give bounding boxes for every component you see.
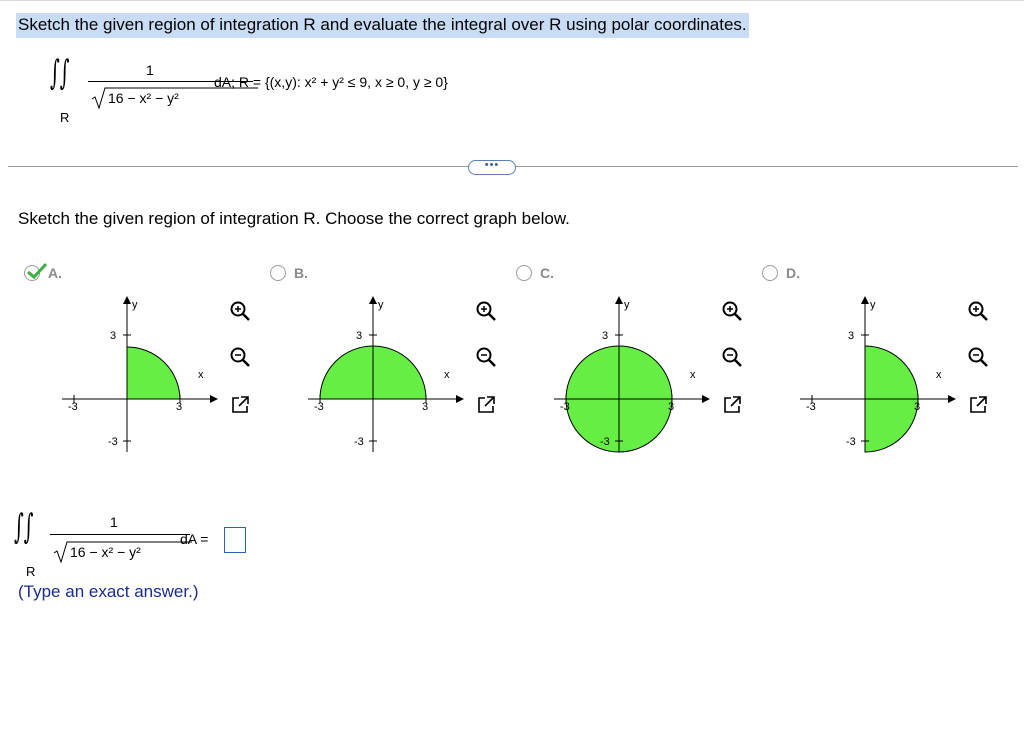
- part1-prompt: Sketch the given region of integration R. Choose the correct graph below.: [18, 209, 570, 228]
- option-a-zoom-in-icon[interactable]: [228, 299, 252, 323]
- option-d-radio[interactable]: [762, 265, 778, 281]
- graph-a-tick-yn3: -3: [108, 436, 118, 448]
- option-b-zoom-in-icon[interactable]: [474, 299, 498, 323]
- graph-c-x-label: x: [690, 369, 696, 381]
- graph-d-tick-xn3: -3: [806, 401, 816, 413]
- graph-c-tick-x3: 3: [668, 401, 675, 413]
- graph-b-tick-y3: 3: [356, 330, 363, 342]
- graph-b-y-label: y: [378, 299, 384, 311]
- graph-b: [306, 292, 466, 462]
- graph-d: [798, 292, 958, 462]
- option-d-popout-icon[interactable]: [966, 393, 990, 417]
- answer-hint: (Type an exact answer.): [18, 582, 199, 601]
- option-d[interactable]: [762, 264, 962, 284]
- double-integral-sign: ∫∫: [50, 53, 70, 93]
- graph-d-tick-yn3: -3: [846, 436, 856, 448]
- option-c-label: C.: [540, 265, 554, 281]
- option-c[interactable]: [516, 264, 716, 284]
- graph-b-tick-x3: 3: [422, 401, 429, 413]
- option-c-radio[interactable]: [516, 265, 532, 281]
- option-b-popout-icon[interactable]: [474, 393, 498, 417]
- graph-a-tick-x3: 3: [176, 401, 183, 413]
- option-c-popout-icon[interactable]: [720, 393, 744, 417]
- graph-c-tick-yn3: -3: [600, 436, 610, 448]
- question-integral: [50, 54, 570, 129]
- option-b-radio[interactable]: [270, 265, 286, 281]
- double-integral-sign: ∫∫: [14, 507, 34, 547]
- graph-b-tick-xn3: -3: [314, 401, 324, 413]
- option-a[interactable]: [24, 264, 224, 284]
- fraction-bar: [50, 534, 190, 535]
- option-a-label: A.: [48, 265, 62, 281]
- graph-c-tick-y3: 3: [602, 330, 609, 342]
- graph-a-tick-y3: 3: [110, 330, 117, 342]
- option-b-label: B.: [294, 265, 308, 281]
- checkmark-icon: [26, 262, 48, 280]
- option-d-zoom-in-icon[interactable]: [966, 299, 990, 323]
- option-d-label: D.: [786, 265, 800, 281]
- graph-d-tick-x3: 3: [914, 401, 921, 413]
- answer-input[interactable]: [224, 527, 246, 553]
- option-b[interactable]: [270, 264, 470, 284]
- option-c-zoom-in-icon[interactable]: [720, 299, 744, 323]
- graph-c-tick-xn3: -3: [560, 401, 570, 413]
- top-border: [0, 0, 1024, 1]
- graph-c-y-label: y: [624, 299, 630, 311]
- region-subscript: R: [26, 564, 36, 579]
- graph-c: [552, 292, 712, 462]
- graph-d-y-label: y: [870, 299, 876, 311]
- graph-a-tick-xn3: -3: [68, 401, 78, 413]
- option-d-zoom-out-icon[interactable]: [966, 345, 990, 369]
- graph-d-x-label: x: [936, 369, 942, 381]
- option-a-popout-icon[interactable]: [228, 393, 252, 417]
- option-a-zoom-out-icon[interactable]: [228, 345, 252, 369]
- graph-d-tick-y3: 3: [848, 330, 855, 342]
- fraction-numerator: 1: [146, 62, 154, 78]
- option-c-zoom-out-icon[interactable]: [720, 345, 744, 369]
- region-definition: dA; R = {(x,y): x² + y² ≤ 9, x ≥ 0, y ≥ 0}: [214, 74, 448, 90]
- graph-b-tick-yn3: -3: [354, 436, 364, 448]
- region-subscript: R: [60, 110, 70, 125]
- fraction-denominator: 16 − x² − y²: [70, 544, 141, 560]
- fraction-denominator: 16 − x² − y²: [108, 90, 179, 106]
- option-b-zoom-out-icon[interactable]: [474, 345, 498, 369]
- question-text: Sketch the given region of integration R and evaluate the integral over R using polar coordinates.: [16, 13, 749, 38]
- graph-a-x-label: x: [198, 369, 204, 381]
- graph-b-x-label: x: [444, 369, 450, 381]
- da-equals: dA =: [180, 531, 209, 547]
- graph-a-y-label: y: [132, 299, 138, 311]
- fraction-numerator: 1: [110, 514, 118, 530]
- graph-a: [60, 292, 220, 462]
- expand-button[interactable]: •••: [468, 160, 516, 175]
